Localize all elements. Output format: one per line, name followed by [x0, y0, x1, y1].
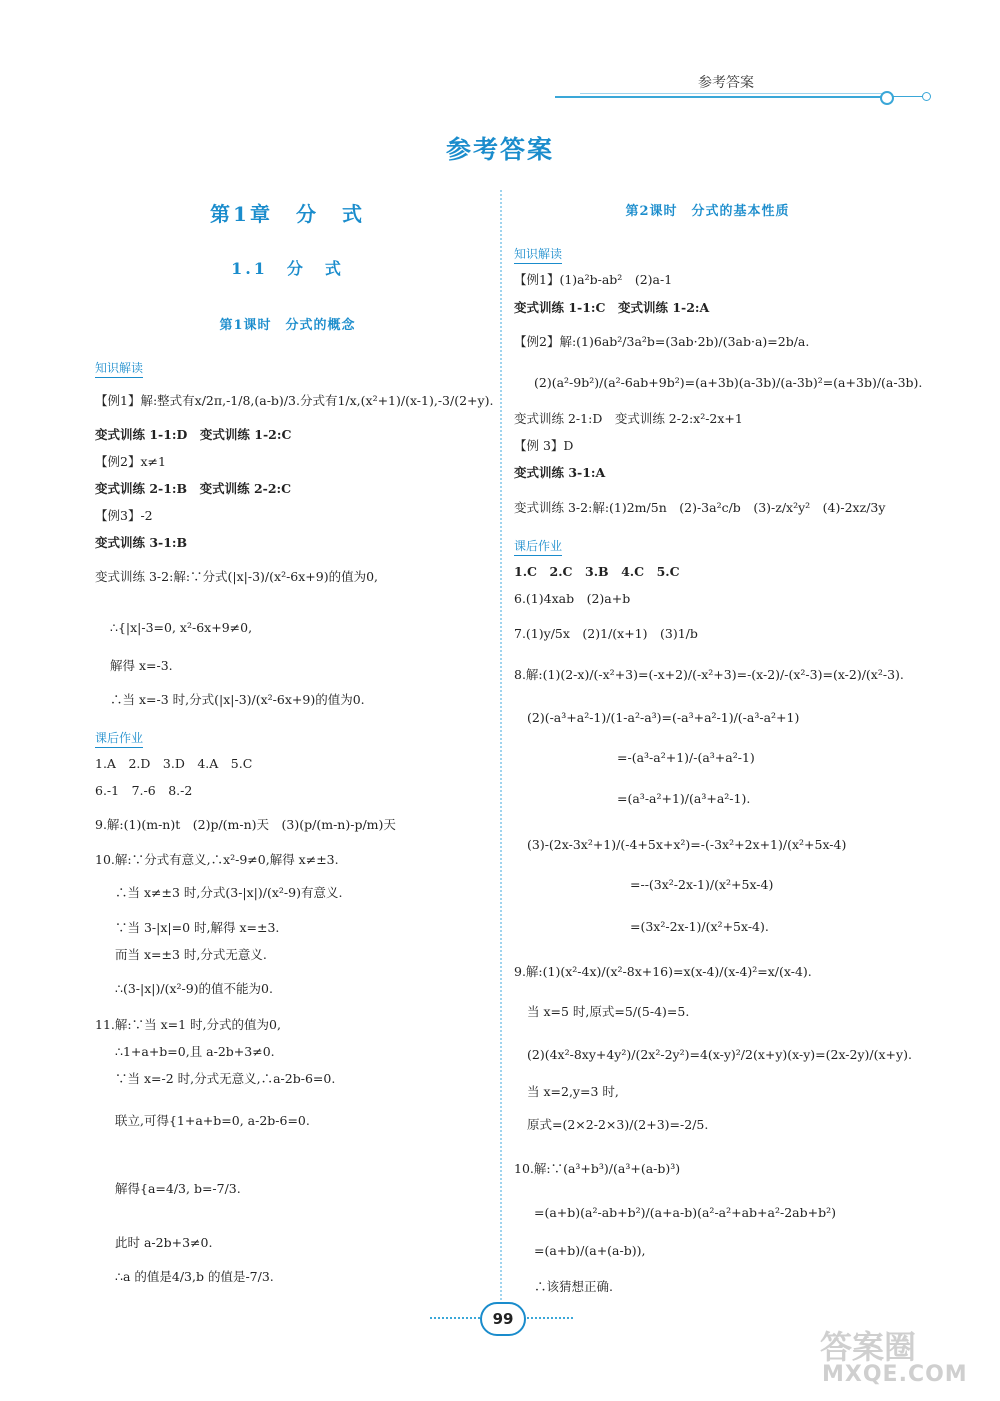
answer-line: 9.解:(1)(x²-4x)/(x²-8x+16)=x(x-4)/(x-4)²=x/(x-4). — [514, 964, 812, 979]
answer-line: (3)-(2x-3x²+1)/(-4+5x+x²)=-(-3x²+2x+1)/(x²+5x-4) — [527, 837, 847, 852]
answer-line: ∵当 3-|x|=0 时,解得 x=±3. — [115, 920, 280, 935]
homework-tag: 课后作业 — [95, 729, 143, 748]
answer-line: 1.A 2.D 3.D 4.A 5.C — [95, 756, 253, 771]
answer-line: 当 x=5 时,原式=5/(5-4)=5. — [527, 1004, 690, 1019]
answer-line: 6.-1 7.-6 8.-2 — [95, 783, 193, 798]
answer-line: 10.解:∵(a³+b³)/(a³+(a-b)³) — [514, 1161, 681, 1176]
knowledge-tag: 知识解读 — [95, 359, 143, 378]
knowledge-tag: 知识解读 — [514, 245, 562, 264]
header-rule — [555, 96, 885, 98]
answer-line: =-(a³-a²+1)/-(a³+a²-1) — [617, 750, 755, 765]
answer-line: 8.解:(1)(2-x)/(-x²+3)=(-x+2)/(-x²+3)=-(x-2)/-(x²-3)=(x-2)/(x²-3). — [514, 667, 904, 682]
answer-line: =(3x²-2x-1)/(x²+5x-4). — [630, 919, 769, 934]
answer-line: (2)(4x²-8xy+4y²)/(2x²-2y²)=4(x-y)²/2(x+y)(x-y)=(2x-2y)/(x+y). — [527, 1047, 912, 1062]
answer-line: 【例 3】D — [514, 438, 574, 453]
answer-line: 变式训练 3-2:解:∵分式(|x|-3)/(x²-6x+9)的值为0, — [95, 569, 379, 584]
answer-line: 变式训练 1-1:D 变式训练 1-2:C — [95, 427, 292, 442]
answer-line: 原式=(2×2-2×3)/(2+3)=-2/5. — [527, 1117, 709, 1132]
homework-tag: 课后作业 — [514, 537, 562, 556]
answer-line: =--(3x²-2x-1)/(x²+5x-4) — [630, 877, 774, 892]
page-title: 参考答案 — [445, 135, 554, 164]
answer-line: 【例2】解:(1)6ab²/3a²b=(3ab·2b)/(3ab·a)=2b/a. — [514, 334, 810, 349]
footer-dotted-rule-right — [523, 1317, 573, 1319]
lesson-title: 第1课时 分式的概念 — [219, 318, 356, 333]
answer-line: ∴{|x|-3=0, x²-6x+9≠0, — [110, 620, 253, 635]
answer-line: 解得{a=4/3, b=-7/3. — [115, 1181, 241, 1196]
answer-line: =(a+b)/(a+(a-b)), — [534, 1243, 646, 1258]
answer-line: 当 x=2,y=3 时, — [527, 1084, 619, 1099]
answer-line: ∴该猜想正确. — [534, 1279, 613, 1294]
header-circle-ornament — [880, 91, 894, 105]
answer-line: ∴当 x≠±3 时,分式(3-|x|)/(x²-9)有意义. — [115, 885, 343, 900]
answer-line: 变式训练 3-1:B — [95, 535, 188, 550]
header-small-circle-ornament — [922, 92, 931, 101]
answer-line: 【例1】解:整式有x/2π,-1/8,(a-b)/3.分式有1/x,(x²+1)/(x-1),-3/(2+y). — [95, 393, 494, 408]
answer-line: 11.解:∵当 x=1 时,分式的值为0, — [95, 1017, 281, 1032]
answer-line: ∴1+a+b=0,且 a-2b+3≠0. — [115, 1044, 275, 1059]
answer-line: 变式训练 3-1:A — [514, 465, 606, 480]
answer-line: 变式训练 1-1:C 变式训练 1-2:A — [514, 300, 710, 315]
answer-line: 6.(1)4xab (2)a+b — [514, 591, 631, 606]
header-rule-thin — [580, 93, 885, 94]
footer-dotted-rule-left — [430, 1317, 480, 1319]
answer-line: 【例2】x≠1 — [95, 454, 166, 469]
header-rule-tail — [893, 96, 923, 97]
answer-line: 10.解:∵分式有意义,∴x²-9≠0,解得 x≠±3. — [95, 852, 339, 867]
watermark-url: MXQE.COM — [822, 1362, 968, 1387]
answer-line: 7.(1)y/5x (2)1/(x+1) (3)1/b — [514, 626, 698, 641]
running-header: 参考答案 — [698, 75, 754, 91]
answer-line: ∴当 x=-3 时,分式(|x|-3)/(x²-6x+9)的值为0. — [110, 692, 365, 707]
lesson-title: 第2课时 分式的基本性质 — [625, 204, 790, 219]
answer-line: 而当 x=±3 时,分式无意义. — [115, 947, 267, 962]
answer-line: 【例3】-2 — [95, 508, 153, 523]
answer-line: (2)(-a³+a²-1)/(1-a²-a³)=(-a³+a²-1)/(-a³-a²+1) — [527, 710, 800, 725]
answer-line: (2)(a²-9b²)/(a²-6ab+9b²)=(a+3b)(a-3b)/(a-3b)²=(a+3b)/(a-3b). — [534, 375, 923, 390]
column-divider — [500, 190, 502, 1300]
answer-line: 变式训练 2-1:B 变式训练 2-2:C — [95, 481, 292, 496]
section-title: 1.1 分 式 — [231, 259, 344, 278]
answer-line: ∴(3-|x|)/(x²-9)的值不能为0. — [115, 981, 273, 996]
answer-line: =(a+b)(a²-ab+b²)/(a+a-b)(a²-a²+ab+a²-2ab+b²) — [534, 1205, 836, 1220]
chapter-title: 第1章 分 式 — [210, 202, 365, 226]
answer-line: ∴a 的值是4/3,b 的值是-7/3. — [115, 1269, 274, 1284]
answer-line: 9.解:(1)(m-n)t (2)p/(m-n)天 (3)(p/(m-n)-p/m)天 — [95, 817, 396, 832]
answer-line: 联立,可得{1+a+b=0, a-2b-6=0. — [115, 1113, 310, 1128]
page-number: 99 — [480, 1302, 526, 1336]
answer-line: 1.C 2.C 3.B 4.C 5.C — [514, 564, 680, 579]
answer-line: 变式训练 2-1:D 变式训练 2-2:x²-2x+1 — [514, 411, 743, 426]
watermark-logo: 答案圈 — [820, 1328, 917, 1366]
answer-line: 此时 a-2b+3≠0. — [115, 1235, 213, 1250]
answer-line: =(a³-a²+1)/(a³+a²-1). — [617, 791, 751, 806]
answer-line: 变式训练 3-2:解:(1)2m/5n (2)-3a²c/b (3)-z/x²y² (4)-2xz/3y — [514, 500, 886, 515]
answer-line: 解得 x=-3. — [110, 658, 173, 673]
answer-line: ∵当 x=-2 时,分式无意义,∴a-2b-6=0. — [115, 1071, 336, 1086]
answer-line: 【例1】(1)a²b-ab² (2)a-1 — [514, 272, 673, 287]
